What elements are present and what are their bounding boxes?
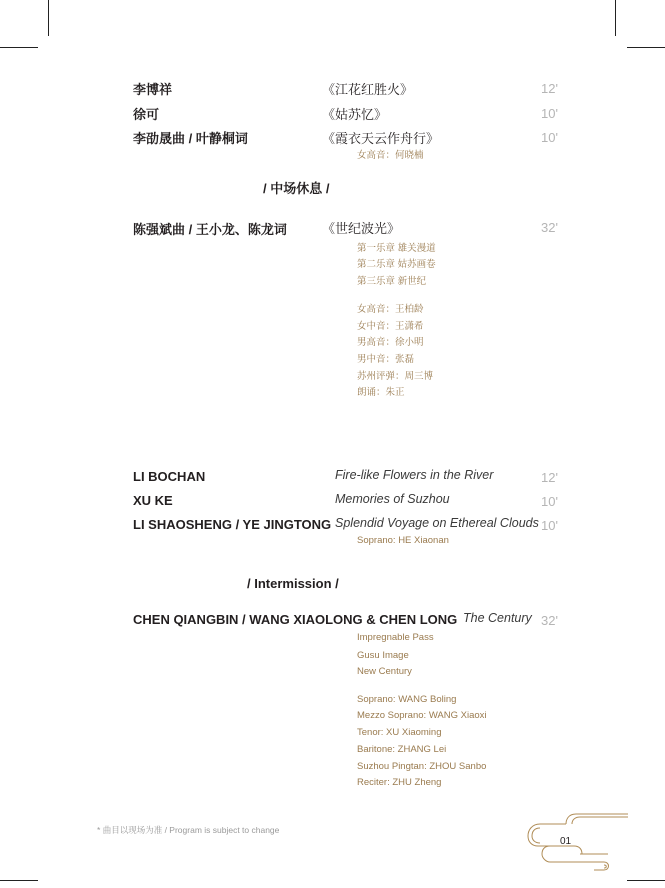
composer-en-1: LI BOCHAN [133, 469, 206, 484]
composer-cn-2: 徐可 [133, 107, 160, 122]
performer-cn: 女高音：王柏龄 [357, 304, 424, 315]
composer-en-4: CHEN QIANGBIN / WANG XIAOLONG & CHEN LONG [133, 612, 458, 627]
movement-en: Gusu Image [357, 650, 409, 661]
crop-mark [627, 47, 665, 48]
footnote-cn: 曲目以现场为准 [102, 825, 163, 835]
duration-cn-3: 10' [541, 130, 558, 145]
duration-en-4: 32' [541, 613, 558, 628]
page-number: 01 [560, 836, 572, 847]
crop-mark [627, 880, 665, 881]
duration-en-3: 10' [541, 518, 558, 533]
work-cn-3: 《霞衣天云作舟行》 [322, 131, 440, 146]
work-cn-2: 《姑苏忆》 [322, 107, 388, 122]
composer-cn-4: 陈强斌曲 / 王小龙、陈龙词 [133, 222, 287, 237]
performer-en-1: Soprano: HE Xiaonan [357, 535, 449, 546]
composer-en-2: XU KE [133, 493, 173, 508]
performer-cn: 男中音：张磊 [357, 354, 415, 365]
footnote-asterisk: * [97, 825, 101, 835]
composer-cn-3: 李劭晟曲 / 叶静桐词 [133, 131, 248, 146]
composer-en-3: LI SHAOSHENG / YE JINGTONG [133, 517, 332, 532]
performer-en: Reciter: ZHU Zheng [357, 777, 442, 788]
performer-en: Tenor: XU Xiaoming [357, 727, 442, 738]
performer-en: Baritone: ZHANG Lei [357, 744, 447, 755]
duration-en-2: 10' [541, 494, 558, 509]
work-cn-4: 《世纪波光》 [322, 221, 401, 236]
performer-cn: 男高音：徐小明 [357, 337, 424, 348]
performer-en: Mezzo Soprano: WANG Xiaoxi [357, 710, 487, 721]
performer-en: Soprano: WANG Boling [357, 694, 457, 705]
movement-cn: 第三乐章 新世纪 [357, 276, 427, 287]
work-cn-1: 《江花红胜火》 [322, 82, 414, 97]
work-en-1: Fire-like Flowers in the River [335, 468, 494, 482]
performer-en: Suzhou Pingtan: ZHOU Sanbo [357, 761, 487, 772]
movement-en: New Century [357, 666, 412, 677]
duration-cn-4: 32' [541, 220, 558, 235]
composer-cn-1: 李博祥 [133, 82, 173, 97]
performer-cn: 朗诵：朱正 [357, 387, 405, 398]
crop-mark [615, 0, 616, 36]
intermission-cn: / 中场休息 / [263, 181, 330, 196]
cloud-ornament-icon [520, 808, 632, 872]
performer-cn-1: 女高音：何晓楠 [357, 150, 424, 161]
work-en-4: The Century [463, 611, 532, 625]
duration-cn-2: 10' [541, 106, 558, 121]
duration-en-1: 12' [541, 470, 558, 485]
performer-cn: 苏州评弹：周三博 [357, 371, 434, 382]
work-en-3: Splendid Voyage on Ethereal Clouds [335, 516, 539, 530]
duration-cn-1: 12' [541, 81, 558, 96]
movement-cn: 第一乐章 雄关漫道 [357, 243, 436, 254]
work-en-2: Memories of Suzhou [335, 492, 450, 506]
performer-cn: 女中音：王潇希 [357, 321, 424, 332]
movement-en: Impregnable Pass [357, 632, 434, 643]
movement-cn: 第二乐章 姑苏画卷 [357, 259, 436, 270]
crop-mark [0, 47, 38, 48]
crop-mark [0, 880, 38, 881]
footnote-en: / Program is subject to change [164, 825, 280, 835]
intermission-en: / Intermission / [247, 576, 339, 591]
crop-mark [48, 0, 49, 36]
footnote [97, 824, 279, 836]
